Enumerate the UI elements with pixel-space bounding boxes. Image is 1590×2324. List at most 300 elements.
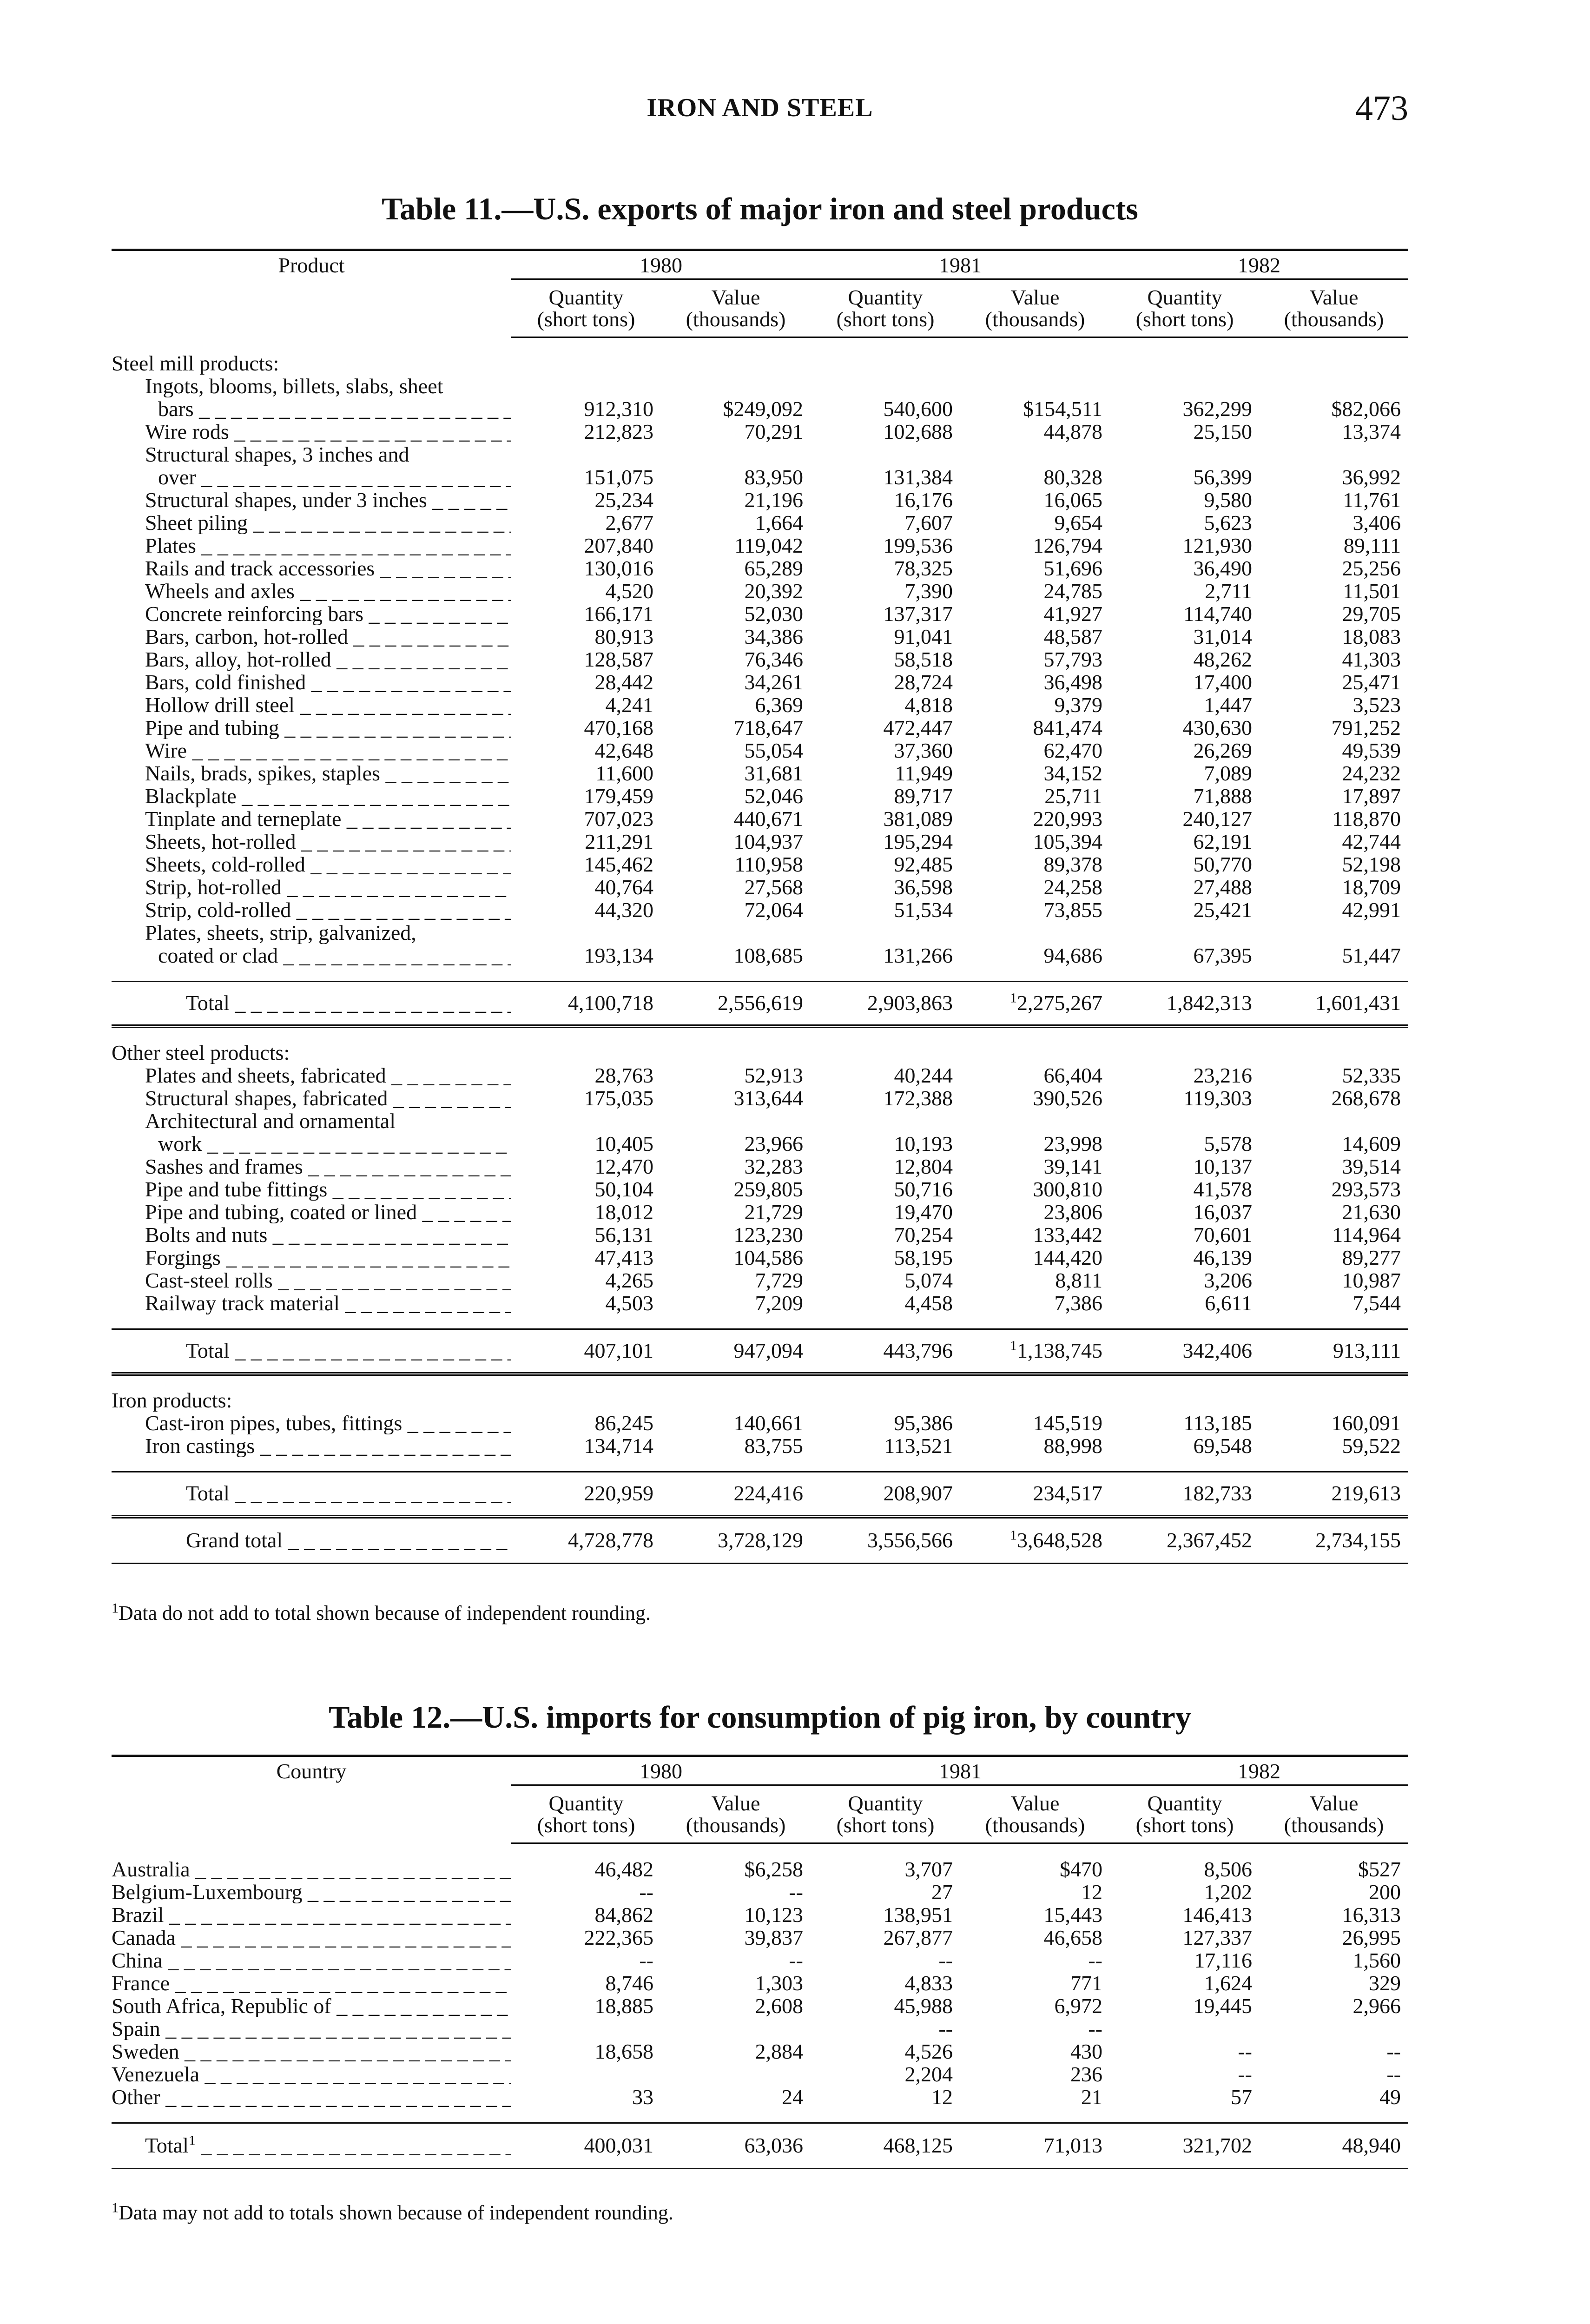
table-row [112,671,1408,693]
cell-value [661,921,811,944]
table-row [112,511,1408,534]
cell-value: 28,442 [594,670,653,694]
year-header: 1981 [811,1756,1110,1785]
cell-value: 430,630 [1182,716,1252,739]
cell-value: 52,030 [744,602,803,626]
cell-value: 114,964 [1332,1223,1401,1247]
row-label: Sheets, cold-rolled _ _ _ [112,853,511,876]
table-row [112,1434,1408,1457]
cell-value: 12 [931,2085,953,2109]
cell-value: 17,400 [1193,670,1252,694]
cell-value: 108,685 [733,944,803,967]
cell-value: $82,066 [1331,397,1401,421]
cell-value: 123,230 [733,1223,803,1247]
cell-value: 718,647 [733,716,803,739]
cell-value: 791,252 [1331,716,1401,739]
cell-value: 46,658 [1043,1926,1102,1949]
cell-value: 175,035 [584,1086,653,1110]
cell-value: 7,209 [755,1291,803,1315]
value-header: Value (thousands) [960,1785,1110,1843]
row-label: Plates _ _ _ [112,534,511,557]
cell-value: 51,696 [1043,556,1102,580]
cell-value: 133,442 [1033,1223,1102,1247]
cell-value: 540,600 [883,397,953,421]
cell-value: 4,833 [904,1971,953,1995]
table-row [112,1223,1408,1246]
cell-value: 381,089 [883,807,953,831]
table-row [112,2086,1408,2108]
cell-value [960,443,1110,466]
cell-value: 16,065 [1043,488,1102,512]
table-row [112,1994,1408,2017]
cell-value: 293,573 [1331,1177,1401,1201]
cell-value: 25,234 [594,488,653,512]
cell-value: 841,474 [1033,716,1102,739]
row-label: Total _ _ _ [112,982,511,1027]
year-header: 1980 [511,1756,811,1785]
cell-value: 57 [1231,2085,1252,2109]
cell-value: 912,310 [584,397,653,421]
cell-value: 329 [1369,1971,1401,1995]
cell-value: 52,046 [744,784,803,808]
cell-value: 37,360 [894,739,953,762]
cell-value [1260,443,1408,466]
cell-value: 342,406 [1110,1329,1260,1374]
cell-value: 119,042 [734,534,803,557]
cell-value: 1,303 [755,1971,803,1995]
cell-value: 127,337 [1182,1926,1252,1949]
cell-value: 21,630 [1342,1200,1401,1224]
cell-value: 78,325 [894,556,953,580]
value-header: Value (thousands) [661,279,811,337]
cell-value: -- [938,1948,953,1972]
row-label: Concrete reinforcing bars _ _ _ [112,602,511,625]
cell-value: 13,374 [1342,420,1401,443]
cell-value: 28,724 [894,670,953,694]
section-heading [112,1026,1408,1064]
cell-value: 104,937 [733,830,803,853]
total-row [112,1472,1408,1517]
cell-value: 10,123 [744,1903,803,1927]
cell-value [661,2063,811,2086]
cell-value: -- [1088,2017,1102,2040]
row-label: Total$^1$ _ _ _ [112,2123,511,2169]
cell-value: $^1$1,138,745 [960,1329,1110,1374]
cell-value: -- [789,1880,803,1904]
row-label: Bolts and nuts _ _ _ [112,1223,511,1246]
cell-value: 130,016 [584,556,653,580]
cell-value: 27 [931,1880,953,1904]
cell-value: -- [1238,2040,1252,2063]
cell-value: $470 [1060,1857,1102,1881]
cell-value: 7,390 [904,579,953,603]
table-row [112,580,1408,602]
section-title: Other steel products: [112,1041,290,1064]
row-label: Iron castings _ _ _ [112,1434,511,1457]
spacer-row [112,967,1408,982]
cell-value: 113,521 [884,1434,953,1458]
table-row [112,1201,1408,1223]
cell-value: 268,678 [1331,1086,1401,1110]
cell-value: 2,367,452 [1110,1517,1260,1564]
cell-value: 39,141 [1043,1155,1102,1178]
cell-value: 220,959 [511,1472,661,1517]
spacer-cell [112,967,1408,982]
table-row [112,830,1408,853]
table-row [112,1132,1408,1155]
cell-value: -- [1238,2062,1252,2086]
table-row [112,1155,1408,1178]
table11 [112,249,1408,1564]
cell-value: 18,012 [594,1200,653,1224]
spacer-cell [112,1843,1408,1858]
cell-value: 41,578 [1193,1177,1252,1201]
row-label: Forgings _ _ _ [112,1246,511,1269]
table-row [112,1412,1408,1434]
cell-value: 114,740 [1183,602,1252,626]
cell-value: 36,490 [1193,556,1252,580]
cell-value: 11,501 [1343,579,1401,603]
cell-value: $6,258 [744,1857,803,1881]
row-label: Total _ _ _ [112,1472,511,1517]
table-row [112,1064,1408,1087]
cell-value: 3,728,129 [661,1517,811,1564]
cell-value: 102,688 [883,420,953,443]
cell-value: -- [789,1948,803,1972]
cell-value: -- [639,1880,653,1904]
cell-value [511,2017,661,2040]
cell-value [960,375,1110,397]
cell-value: 33 [632,2085,653,2109]
page-header [112,89,1408,139]
table-row [112,534,1408,557]
cell-value: 18,709 [1342,875,1401,899]
spacer-row [112,1314,1408,1329]
cell-value: 222,365 [584,1926,653,1949]
cell-value: 12 [1081,1880,1102,1904]
row-label: Structural shapes, 3 inches and [145,443,409,466]
cell-value: 89,378 [1043,852,1102,876]
cell-value: 6,611 [1205,1291,1252,1315]
cell-value: 1,447 [1204,693,1252,717]
cell-value: 26,995 [1342,1926,1401,1949]
value-header: Value (thousands) [1260,1785,1408,1843]
cell-value: 42,991 [1342,898,1401,922]
cell-value: 94,686 [1043,944,1102,967]
cell-value: 42,648 [594,739,653,762]
cell-value [661,443,811,466]
cell-value: 18,885 [594,1994,653,2018]
value-header: Value (thousands) [661,1785,811,1843]
row-label: Bars, cold finished _ _ _ [112,671,511,693]
cell-value: 707,023 [584,807,653,831]
cell-value: 83,755 [744,1434,803,1458]
page-number: 473 [1355,89,1408,128]
cell-value: 8,746 [605,1971,653,1995]
cell-value: 390,526 [1033,1086,1102,1110]
row-label: Belgium-Luxembourg _ _ _ [112,1881,511,1903]
cell-value: 46,139 [1193,1246,1252,1269]
row-label: over _ _ _ [112,466,511,489]
cell-value: 110,958 [734,852,803,876]
table-row [112,1087,1408,1109]
table-row [112,1109,1408,1132]
table-row [112,557,1408,580]
running-title: IRON AND STEEL [647,93,873,122]
cell-value: 104,586 [733,1246,803,1269]
cell-value: $527 [1358,1857,1401,1881]
cell-value: 131,384 [883,465,953,489]
row-label: Sheets, hot-rolled _ _ _ [112,830,511,853]
cell-value [1110,1109,1260,1132]
row-label: Blackplate _ _ _ [112,785,511,807]
cell-value: 4,265 [605,1268,653,1292]
cell-value: 58,518 [894,647,953,671]
cell-value [811,443,960,466]
cell-value: $^1$2,275,267 [960,982,1110,1027]
product-column-header: Product [112,250,511,337]
row-label: Cast-steel rolls _ _ _ [112,1269,511,1292]
cell-value: 50,104 [594,1177,653,1201]
cell-value: 15,443 [1043,1903,1102,1927]
table12-footnote: $^1$Data may not add to totals shown because of independent rounding. [112,2200,673,2224]
cell-value [1260,2017,1408,2040]
cell-value: 407,101 [511,1329,661,1374]
cell-value: 4,526 [904,2040,953,2063]
cell-value: 66,404 [1043,1063,1102,1087]
cell-value: 69,548 [1193,1434,1252,1458]
table-row [112,602,1408,625]
cell-value: 72,064 [744,898,803,922]
row-label: Venezuela _ _ _ [112,2063,511,2086]
cell-value: 1,601,431 [1260,982,1408,1027]
cell-value: $249,092 [723,397,803,421]
cell-value: 182,733 [1110,1472,1260,1517]
table-row [112,1972,1408,1994]
cell-value: 2,711 [1205,579,1252,603]
quantity-header: Quantity (short tons) [511,279,661,337]
cell-value: 199,536 [883,534,953,557]
row-label: Total _ _ _ [112,1329,511,1374]
table-row [112,739,1408,762]
total-row [112,2123,1408,2169]
cell-value: 39,514 [1342,1155,1401,1178]
cell-value: 1,624 [1204,1971,1252,1995]
cell-value [1260,921,1408,944]
table-row [112,625,1408,648]
table-row [112,1926,1408,1949]
cell-value: 11,600 [595,761,653,785]
spacer-cell [112,1314,1408,1329]
cell-value: 50,770 [1193,852,1252,876]
cell-value: 1,664 [755,511,803,535]
cell-value: 23,966 [744,1132,803,1155]
cell-value: 36,598 [894,875,953,899]
quantity-header: Quantity (short tons) [1110,279,1260,337]
cell-value: 52,913 [744,1063,803,1087]
cell-value: 28,763 [594,1063,653,1087]
cell-value: 80,328 [1043,465,1102,489]
cell-value: 9,654 [1054,511,1102,535]
row-label: coated or clad _ _ _ [112,944,511,967]
cell-value: 208,907 [811,1472,960,1517]
table-row [112,762,1408,785]
cell-value: 18,658 [594,2040,653,2063]
table-row [112,397,1408,420]
cell-value: 200 [1369,1880,1401,1904]
cell-value: 21,729 [744,1200,803,1224]
cell-value: 23,998 [1043,1132,1102,1155]
table-row [112,876,1408,898]
spacer-cell [112,337,1408,352]
cell-value: 140,661 [733,1411,803,1435]
cell-value: 144,420 [1033,1246,1102,1269]
cell-value [511,1109,661,1132]
cell-value: 25,711 [1044,784,1102,808]
cell-value [1260,375,1408,397]
cell-value: 151,075 [584,465,653,489]
cell-value: 44,878 [1043,420,1102,443]
cell-value: 48,262 [1193,647,1252,671]
row-label: China _ _ _ [112,1949,511,1972]
cell-value: 179,459 [584,784,653,808]
cell-value: 1,202 [1204,1880,1252,1904]
cell-value: 3,206 [1204,1268,1252,1292]
cell-value [511,921,661,944]
cell-value: 9,379 [1054,693,1102,717]
spacer-row [112,1843,1408,1858]
row-label: Railway track material _ _ _ [112,1292,511,1314]
section-title: Iron products: [112,1388,232,1412]
cell-value [1110,375,1260,397]
table-row [112,1269,1408,1292]
cell-value: 113,185 [1183,1411,1252,1435]
cell-value: 259,805 [733,1177,803,1201]
cell-value: 40,764 [594,875,653,899]
cell-value: 10,987 [1342,1268,1401,1292]
table-row [112,807,1408,830]
cell-value [1110,2017,1260,2040]
cell-value: 41,927 [1043,602,1102,626]
cell-value: 62,191 [1193,830,1252,853]
cell-value: 83,950 [744,465,803,489]
row-label: Rails and track accessories _ _ _ [112,557,511,580]
grand-total-row [112,1517,1408,1564]
cell-value: 45,988 [894,1994,953,2018]
row-label: Pipe and tube fittings _ _ _ [112,1178,511,1201]
cell-value: 48,587 [1043,625,1102,648]
row-label: Spain _ _ _ [112,2017,511,2040]
row-label: Sashes and frames _ _ _ [112,1155,511,1178]
quantity-header: Quantity (short tons) [811,279,960,337]
cell-value: 50,716 [894,1177,953,1201]
year-header: 1982 [1110,1756,1408,1785]
cell-value: 51,447 [1342,944,1401,967]
cell-value: 71,013 [960,2123,1110,2169]
value-header: Value (thousands) [1260,279,1408,337]
cell-value: 121,930 [1182,534,1252,557]
cell-value: 91,041 [894,625,953,648]
cell-value: 26,269 [1193,739,1252,762]
cell-value: 119,303 [1183,1086,1252,1110]
row-label: Sweden _ _ _ [112,2040,511,2063]
row-label: Nails, brads, spikes, staples _ _ _ [112,762,511,785]
cell-value: 31,014 [1193,625,1252,648]
cell-value: 25,421 [1193,898,1252,922]
cell-value: 41,303 [1342,647,1401,671]
cell-value: 4,458 [904,1291,953,1315]
cell-value: 73,855 [1043,898,1102,922]
table-row [112,489,1408,511]
cell-value [960,1109,1110,1132]
table-row [112,693,1408,716]
table-row [112,466,1408,489]
cell-value: 212,823 [584,420,653,443]
table-row [112,853,1408,876]
year-header: 1980 [511,250,811,279]
cell-value: 220,993 [1033,807,1102,831]
cell-value: 27,568 [744,875,803,899]
cell-value: 51,534 [894,898,953,922]
spacer-cell [112,2108,1408,2123]
cell-value: 3,556,566 [811,1517,960,1564]
quantity-header: Quantity (short tons) [511,1785,661,1843]
cell-value: 16,037 [1193,1200,1252,1224]
cell-value: 12,470 [594,1155,653,1178]
cell-value: 65,289 [744,556,803,580]
cell-value: 4,728,778 [511,1517,661,1564]
country-column-header: Country [112,1756,511,1843]
cell-value: 300,810 [1033,1177,1102,1201]
cell-value: 21,196 [744,488,803,512]
row-label: Strip, hot-rolled _ _ _ [112,876,511,898]
cell-value [1260,1109,1408,1132]
cell-value: 472,447 [883,716,953,739]
cell-value: 236 [1070,2062,1102,2086]
cell-value: 46,482 [594,1857,653,1881]
row-label: Plates and sheets, fabricated _ _ _ [112,1064,511,1087]
cell-value: 8,506 [1204,1857,1252,1881]
cell-value: 23,806 [1043,1200,1102,1224]
cell-value: 34,261 [744,670,803,694]
cell-value: 70,291 [744,420,803,443]
cell-value: 36,992 [1342,465,1401,489]
table-row [112,921,1408,944]
row-label: Wire rods _ _ _ [112,420,511,443]
cell-value: 20,392 [744,579,803,603]
cell-value: 86,245 [594,1411,653,1435]
cell-value: 10,137 [1193,1155,1252,1178]
cell-value: 88,998 [1043,1434,1102,1458]
cell-value: 27,488 [1193,875,1252,899]
cell-value: 2,734,155 [1260,1517,1408,1564]
table-row [112,648,1408,671]
table-row [112,944,1408,967]
table-row [112,1858,1408,1881]
cell-value: 10,193 [894,1132,953,1155]
cell-value: 49 [1379,2085,1401,2109]
cell-value: 145,519 [1033,1411,1102,1435]
cell-value: 234,517 [960,1472,1110,1517]
cell-value: 11,761 [1343,488,1401,512]
cell-value: 118,870 [1332,807,1401,831]
cell-value: 172,388 [883,1086,953,1110]
cell-value: 195,294 [883,830,953,853]
cell-value: 16,313 [1342,1903,1401,1927]
cell-value: 134,714 [584,1434,653,1458]
row-label: Wire _ _ _ [112,739,511,762]
cell-value: 913,111 [1260,1329,1408,1374]
